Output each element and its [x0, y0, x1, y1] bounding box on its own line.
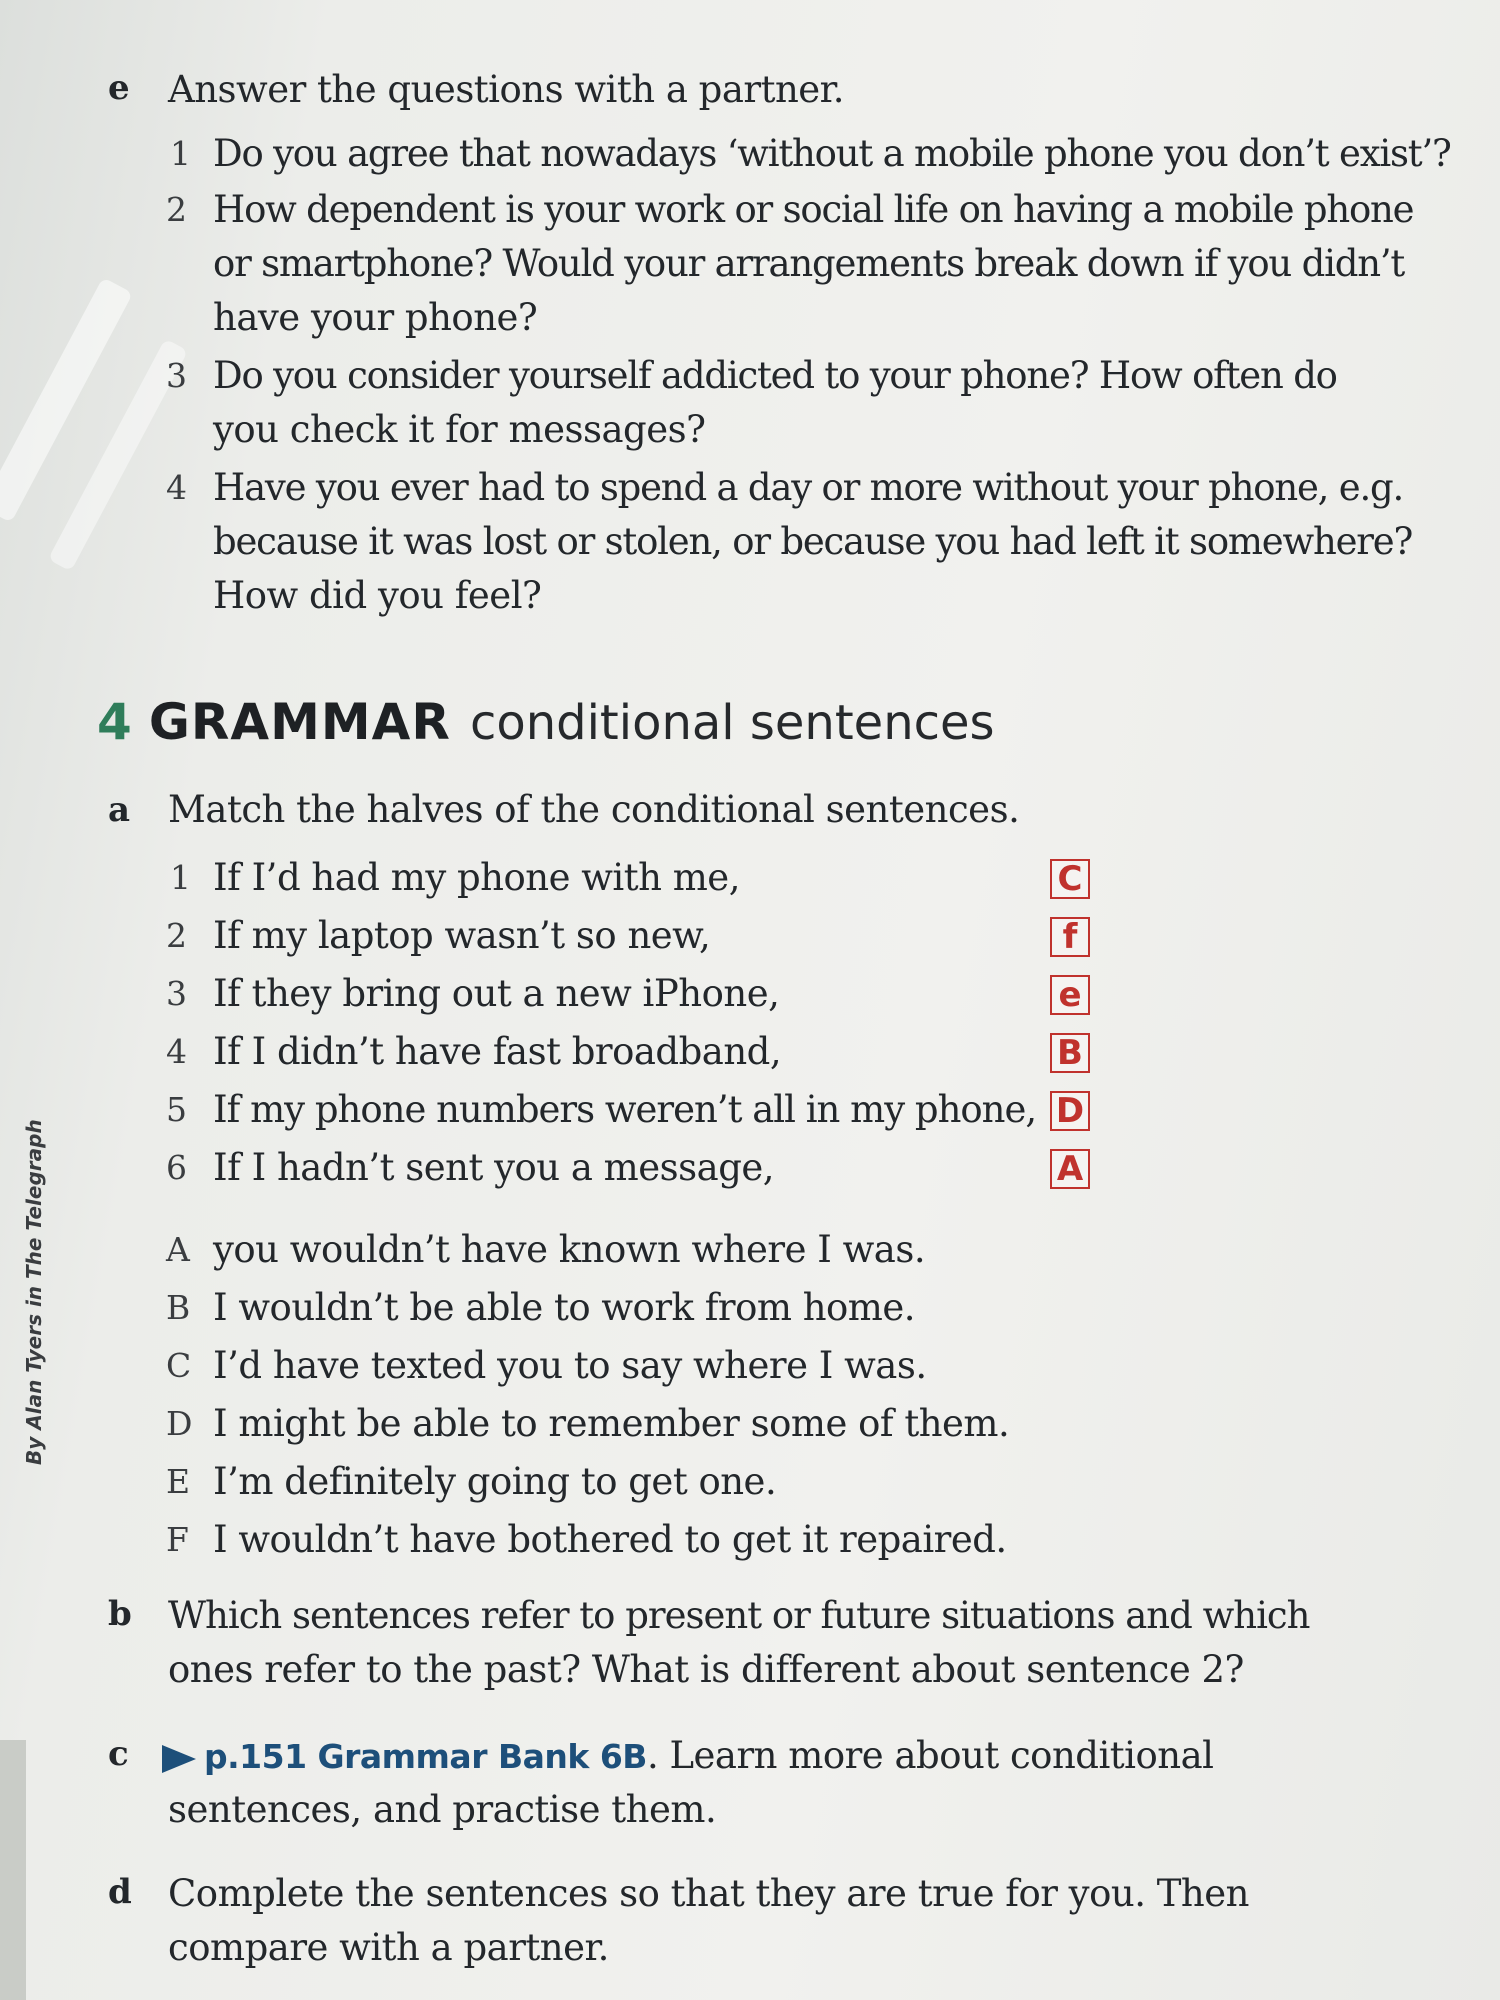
page-edge-shadow — [0, 1740, 26, 2000]
first-half-text: If my laptop wasn’t so new, — [213, 914, 711, 957]
part-c-letter: c — [108, 1734, 129, 1774]
question-text: Do you consider yourself addicted to your phone? How often do — [213, 354, 1337, 397]
grammar-bank-link[interactable]: p.151 Grammar Bank 6B — [204, 1737, 647, 1776]
question-number: 4 — [166, 468, 187, 507]
item-number: 1 — [170, 858, 191, 897]
question-text: Do you agree that nowadays ‘without a mobile phone you don’t exist’? — [213, 132, 1451, 175]
part-d-text: Complete the sentences so that they are true for you. Then — [168, 1872, 1249, 1915]
part-c-line — [162, 1730, 1214, 1783]
answer-box[interactable]: D — [1050, 1091, 1090, 1131]
second-half-text: I’m definitely going to get one. — [213, 1460, 777, 1503]
question-text: or smartphone? Would your arrangements break down if you didn’t — [213, 242, 1405, 285]
question-text: How did you feel? — [213, 574, 542, 617]
first-half-text: If I didn’t have fast broadband, — [213, 1030, 782, 1073]
first-half-text: If my phone numbers weren’t all in my phone, — [213, 1088, 1037, 1131]
option-letter: C — [166, 1346, 192, 1385]
part-c-text: . Learn more about conditional — [646, 1734, 1214, 1777]
author-credit: By Alan Tyers in The Telegraph — [22, 1119, 46, 1465]
second-half-text: I’d have texted you to say where I was. — [213, 1344, 927, 1387]
part-d-letter: d — [108, 1872, 132, 1912]
part-b-text: Which sentences refer to present or future situations and which — [168, 1594, 1310, 1637]
question-text: How dependent is your work or social life on having a mobile phone — [213, 188, 1414, 231]
grammar-heading — [97, 692, 995, 764]
second-half-text: I wouldn’t have bothered to get it repaired. — [213, 1518, 1007, 1561]
answer-box[interactable]: C — [1050, 859, 1090, 899]
question-number: 3 — [166, 356, 187, 395]
item-number: 4 — [166, 1032, 187, 1071]
part-b-letter: b — [108, 1594, 132, 1634]
part-c-text-line2: sentences, and practise them. — [168, 1788, 717, 1831]
question-text: Have you ever had to spend a day or more without your phone, e.g. — [213, 466, 1404, 509]
item-number: 3 — [166, 974, 187, 1013]
first-half-text: If I hadn’t sent you a message, — [213, 1146, 775, 1189]
answer-box[interactable]: e — [1050, 975, 1090, 1015]
arrow-right-icon — [162, 1745, 196, 1773]
answer-box[interactable]: B — [1050, 1033, 1090, 1073]
second-half-text: I might be able to remember some of them. — [213, 1402, 1010, 1445]
part-a-letter: a — [108, 790, 131, 830]
part-a-instruction: Match the halves of the conditional sentences. — [168, 788, 1020, 831]
second-half-text: I wouldn’t be able to work from home. — [213, 1286, 916, 1329]
question-number: 2 — [166, 190, 187, 229]
second-half-text: you wouldn’t have known where I was. — [213, 1228, 926, 1271]
option-letter: D — [166, 1404, 193, 1443]
question-text: you check it for messages? — [213, 408, 706, 451]
option-letter: A — [166, 1230, 190, 1269]
option-letter: E — [166, 1462, 191, 1501]
part-b-text: ones refer to the past? What is different about sentence 2? — [168, 1648, 1244, 1691]
question-text: have your phone? — [213, 296, 538, 339]
part-d-text: compare with a partner. — [168, 1926, 609, 1969]
option-letter: B — [166, 1288, 191, 1327]
section-e-instruction: Answer the questions with a partner. — [168, 68, 845, 111]
item-number: 5 — [166, 1090, 187, 1129]
item-number: 2 — [166, 916, 187, 955]
section-subtitle: conditional sentences — [469, 695, 995, 751]
section-title: GRAMMAR — [148, 693, 451, 751]
first-half-text: If they bring out a new iPhone, — [213, 972, 780, 1015]
section-e-letter: e — [108, 68, 130, 108]
section-number: 4 — [97, 693, 132, 751]
answer-box[interactable]: f — [1050, 917, 1090, 957]
answer-box[interactable]: A — [1050, 1149, 1090, 1189]
item-number: 6 — [166, 1148, 187, 1187]
question-text: because it was lost or stolen, or because you had left it somewhere? — [213, 520, 1413, 563]
option-letter: F — [166, 1520, 189, 1559]
first-half-text: If I’d had my phone with me, — [213, 856, 740, 899]
question-number: 1 — [170, 134, 191, 173]
